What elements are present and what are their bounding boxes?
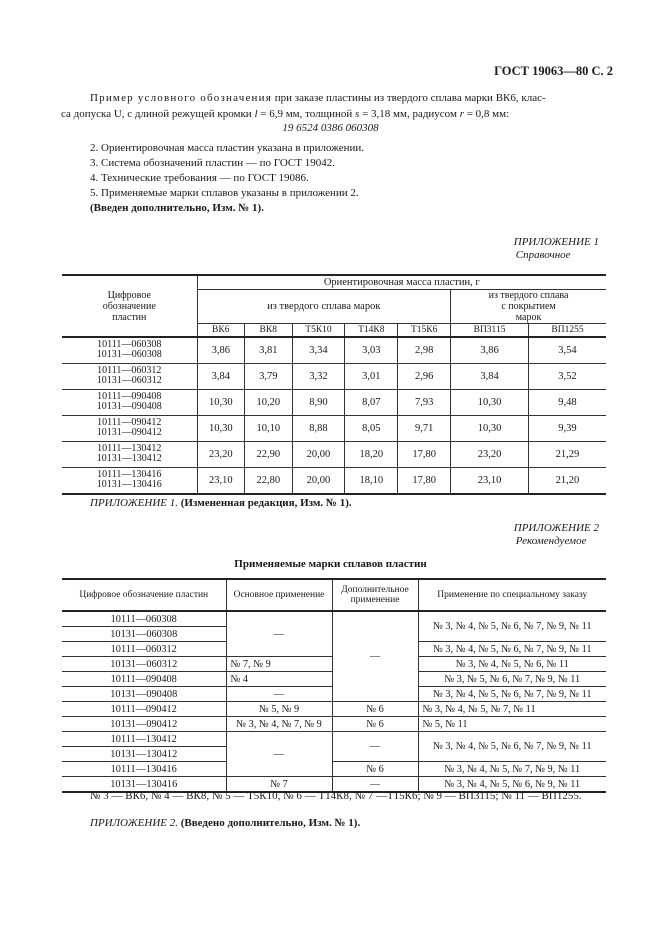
value-cell: 2,98	[398, 337, 451, 363]
appendix2-title: ПРИЛОЖЕНИЕ 2	[513, 522, 599, 534]
table-row	[62, 732, 606, 747]
code-cell: 10111—090412	[62, 702, 226, 717]
table-row	[62, 762, 606, 777]
grade-header: ВК8	[245, 324, 293, 338]
value-cell: 8,07	[345, 389, 398, 415]
table-row	[62, 717, 606, 732]
value-cell: 18,20	[345, 441, 398, 467]
col-code-header: Цифровое обозначение пластин	[62, 275, 197, 337]
special-cell: № 3, № 5, № 6, № 7, № 9, № 11	[418, 672, 606, 687]
main-cell: № 3, № 4, № 7, № 9	[226, 717, 332, 732]
code-cell: 10131—090408	[62, 687, 226, 702]
value-cell: 2,96	[398, 363, 451, 389]
item: 2. Ориентировочная масса пластин указана в приложении.	[90, 142, 364, 154]
value-cell: 3,86	[451, 337, 529, 363]
extra-cell: —	[332, 732, 418, 762]
value-cell: 10,30	[451, 389, 529, 415]
grade-header: ВП1255	[528, 324, 606, 338]
extra-cell: —	[332, 611, 418, 702]
value-cell: 3,32	[292, 363, 345, 389]
value-cell: 8,90	[292, 389, 345, 415]
value-cell: 3,81	[245, 337, 293, 363]
note1-rest: (Измененная редакция, Изм. № 1).	[180, 497, 352, 509]
appendix1-subtitle: Справочное	[515, 249, 571, 261]
value-cell: 21,29	[528, 441, 606, 467]
grade-header: Т5К10	[292, 324, 345, 338]
value-cell: 3,52	[528, 363, 606, 389]
main-cell: —	[226, 732, 332, 777]
extra-cell: № 6	[332, 717, 418, 732]
value-cell: 3,86	[197, 337, 245, 363]
l-symbol: l	[254, 108, 258, 120]
table-row	[62, 415, 606, 441]
appendix2-note	[90, 817, 360, 829]
note1-lead: ПРИЛОЖЕНИЕ 1.	[90, 497, 181, 509]
s-symbol: s	[355, 108, 360, 120]
special-cell: № 3, № 4, № 5, № 6, № 9, № 11	[418, 777, 606, 793]
code-cell: 10111—130416	[62, 762, 226, 777]
value-cell: 9,48	[528, 389, 606, 415]
value-cell: 8,05	[345, 415, 398, 441]
table-row	[62, 441, 606, 467]
code-cell: 10131—130416	[62, 777, 226, 793]
note2-rest: (Введено дополнительно, Изм. № 1).	[180, 817, 361, 829]
value-cell: 9,39	[528, 415, 606, 441]
table2-title: Применяемые марки сплавов пластин	[234, 558, 427, 570]
coated-alloy-header: из твердого сплава с покрытием марок	[451, 290, 606, 324]
code-cell: 10111—130416 10131—130416	[62, 467, 197, 494]
r-symbol: r	[459, 108, 464, 120]
special-cell: № 3, № 4, № 5, № 6, № 11	[418, 657, 606, 672]
value-cell: 23,10	[197, 467, 245, 494]
value-cell: 7,93	[398, 389, 451, 415]
grade-header: ВП3115	[451, 324, 529, 338]
grade-header: ВК6	[197, 324, 245, 338]
table-row	[62, 467, 606, 494]
special-cell: № 3, № 4, № 5, № 7, № 9, № 11	[418, 762, 606, 777]
code-cell: 10111—090408	[62, 672, 226, 687]
value-cell: 17,80	[398, 441, 451, 467]
main-cell: № 5, № 9	[226, 702, 332, 717]
value-cell: 17,80	[398, 467, 451, 494]
value-cell: 10,20	[245, 389, 293, 415]
main-cell: № 7	[226, 777, 332, 793]
value-cell: 18,10	[345, 467, 398, 494]
value-cell: 23,10	[451, 467, 529, 494]
appendix1-title: ПРИЛОЖЕНИЕ 1	[513, 236, 599, 248]
special-cell: № 3, № 4, № 5, № 6, № 7, № 9, № 11	[418, 687, 606, 702]
items-note: (Введен дополнительно, Изм. № 1).	[90, 202, 264, 214]
main-cell: —	[226, 687, 332, 702]
code-cell: 10131—060312	[62, 657, 226, 672]
special-cell: № 3, № 4, № 5, № 6, № 7, № 9, № 11	[418, 732, 606, 762]
table-row	[62, 337, 606, 363]
value-cell: 10,30	[197, 389, 245, 415]
appendix1-heading	[514, 236, 599, 262]
table-row	[62, 611, 606, 627]
special-cell: № 5, № 11	[418, 717, 606, 732]
item: 4. Технические требования — по ГОСТ 19086.	[90, 172, 309, 184]
code-cell: 10111—130412	[62, 732, 226, 747]
code-cell: 10111—130412 10131—130412	[62, 441, 197, 467]
value-cell: 9,71	[398, 415, 451, 441]
example-paragraph	[61, 90, 612, 122]
mass-table	[62, 274, 606, 495]
value-cell: 22,80	[245, 467, 293, 494]
value-cell: 3,54	[528, 337, 606, 363]
value-cell: 10,10	[245, 415, 293, 441]
special-cell: № 3, № 4, № 5, № 6, № 7, № 9, № 11	[418, 642, 606, 657]
item: 3. Система обозначений пластин — по ГОСТ 19042.	[90, 157, 335, 169]
value-cell: 3,34	[292, 337, 345, 363]
example-line2d: = 0,8 мм:	[463, 108, 510, 120]
value-cell: 3,01	[345, 363, 398, 389]
example-line2b: = 6,9 мм, толщиной	[257, 108, 356, 120]
value-cell: 22,90	[245, 441, 293, 467]
item: 5. Применяемые марки сплавов указаны в приложении 2.	[90, 187, 359, 199]
alloy-legend: № 3 — ВК6, № 4 — ВК8, № 5 — Т5К10, № 6 — Т14К8, № 7 —Т15К6; № 9 — ВП3115; № 11 — ВП1255.	[90, 790, 582, 802]
code-cell: 10131—060308	[62, 627, 226, 642]
special-cell: № 3, № 4, № 5, № 6, № 7, № 9, № 11	[418, 611, 606, 642]
code-cell: 10111—060308 10131—060308	[62, 337, 197, 363]
value-cell: 10,30	[197, 415, 245, 441]
code-cell: 10111—060312	[62, 642, 226, 657]
example-line1: при заказе пластины из твердого сплава марки ВК6, клас-	[271, 92, 546, 104]
value-cell: 3,03	[345, 337, 398, 363]
code-cell: 10111—060308	[62, 611, 226, 627]
example-lead: Пример условного обозначения	[90, 92, 272, 104]
table-row	[62, 363, 606, 389]
code-cell: 10131—090412	[62, 717, 226, 732]
grade-header: Т14К8	[345, 324, 398, 338]
code-cell: 10111—090408 10131—090408	[62, 389, 197, 415]
value-cell: 20,00	[292, 441, 345, 467]
header-cell: Цифровое обозначение пластин	[62, 579, 226, 611]
value-cell: 20,00	[292, 467, 345, 494]
header-cell: Дополнительное применение	[332, 579, 418, 611]
example-line2: са допуска U, с длиной режущей кромки	[61, 108, 255, 120]
grade-header: Т15К6	[398, 324, 451, 338]
example-line2c: = 3,18 мм, радиусом	[359, 108, 460, 120]
value-cell: 21,20	[528, 467, 606, 494]
appendix2-heading	[514, 522, 599, 548]
table-row	[62, 702, 606, 717]
extra-cell: —	[332, 777, 418, 793]
alloy-table	[62, 578, 606, 793]
code-cell: 10111—060312 10131—060312	[62, 363, 197, 389]
appendix1-note	[90, 497, 352, 509]
extra-cell: № 6	[332, 702, 418, 717]
code-cell: 10131—130412	[62, 747, 226, 762]
code-cell: 10111—090412 10131—090412	[62, 415, 197, 441]
group-header: Ориентировочная масса пластин, г	[197, 275, 606, 290]
page-header: ГОСТ 19063—80 С. 2	[494, 64, 613, 78]
main-cell: —	[226, 611, 332, 657]
header-cell: Основное применение	[226, 579, 332, 611]
special-cell: № 3, № 4, № 5, № 7, № 11	[418, 702, 606, 717]
table-row	[62, 389, 606, 415]
value-cell: 8,88	[292, 415, 345, 441]
example-code: 19 6524 0386 060308	[282, 122, 379, 134]
value-cell: 3,84	[197, 363, 245, 389]
value-cell: 23,20	[451, 441, 529, 467]
header-cell: Применение по специальному заказу	[418, 579, 606, 611]
note2-lead: ПРИЛОЖЕНИЕ 2.	[90, 817, 181, 829]
extra-cell: № 6	[332, 762, 418, 777]
main-cell: № 4	[226, 672, 332, 687]
appendix2-subtitle: Рекомендуемое	[515, 535, 587, 547]
items-list	[90, 141, 364, 216]
value-cell: 23,20	[197, 441, 245, 467]
value-cell: 3,79	[245, 363, 293, 389]
value-cell: 10,30	[451, 415, 529, 441]
main-cell: № 7, № 9	[226, 657, 332, 672]
value-cell: 3,84	[451, 363, 529, 389]
hard-alloy-header: из твердого сплава марок	[197, 290, 451, 324]
